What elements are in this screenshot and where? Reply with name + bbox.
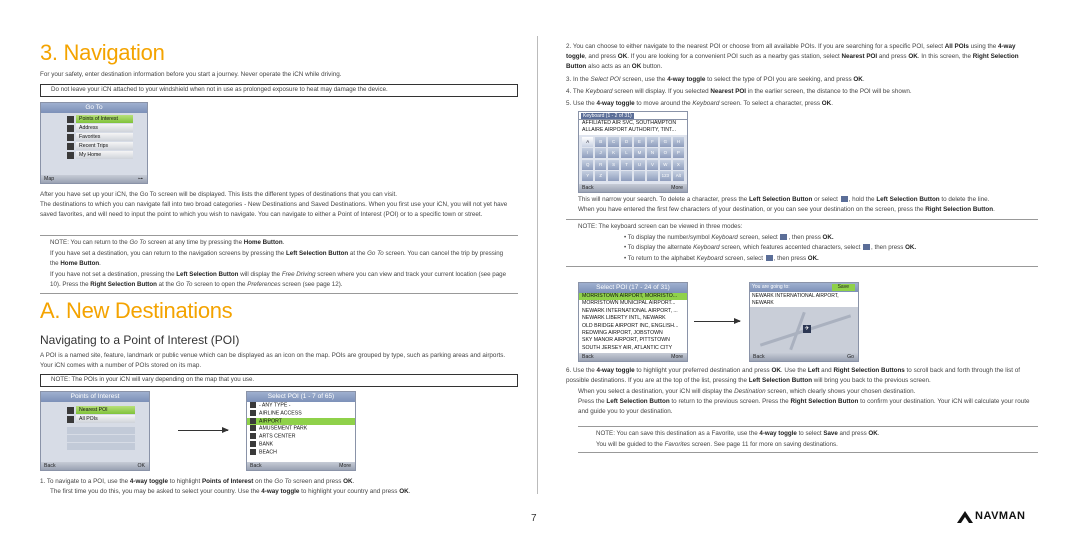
- menu-item[interactable]: [67, 133, 133, 141]
- menu-item-icon: [67, 143, 74, 150]
- back-button[interactable]: Back: [582, 185, 594, 191]
- poi-screen: [40, 391, 150, 471]
- select-poi-title: Select POI (1 - 7 of 65): [247, 392, 355, 402]
- menu-item-icon: [67, 116, 74, 123]
- keyboard-key[interactable]: L: [621, 148, 632, 158]
- keyboard-key[interactable]: A: [582, 137, 593, 147]
- menu-item-icon: [67, 134, 74, 141]
- keyboard-key[interactable]: O: [660, 148, 671, 158]
- ok-button[interactable]: OK: [137, 463, 145, 469]
- list-item[interactable]: [579, 293, 687, 300]
- list-item[interactable]: [247, 433, 355, 441]
- back-button[interactable]: Back: [753, 354, 765, 360]
- menu-item-label: Recent Trips: [76, 142, 133, 150]
- menu-item[interactable]: [67, 142, 133, 150]
- menu-item-icon: [67, 416, 74, 423]
- arrow-right-icon: [694, 321, 740, 322]
- list-item-label: BEACH: [259, 449, 277, 456]
- more-button[interactable]: More: [671, 354, 683, 360]
- keyboard-key[interactable]: Q: [582, 160, 593, 170]
- keyboard-key[interactable]: N: [647, 148, 658, 158]
- keyboard-key[interactable]: E: [634, 137, 645, 147]
- note-favorite: NOTE: You can save this destination as a Favorite, use the 4-way toggle to select Save and press OK. You will be guided to the Favorites screen. See page 11 for more on saving destinations.: [578, 426, 1038, 453]
- keyboard-key[interactable]: D: [621, 137, 632, 147]
- list-item-label: AMUSEMENT PARK: [259, 425, 308, 432]
- alt-keyboard-icon: [863, 244, 870, 250]
- menu-item[interactable]: [67, 115, 133, 123]
- list-item-label: AIRPORT: [259, 417, 282, 424]
- menu-item-label: Address: [76, 124, 133, 132]
- more-button[interactable]: More: [671, 185, 683, 191]
- list-item-label: ARTS CENTER: [259, 433, 296, 440]
- keyboard-key[interactable]: M: [634, 148, 645, 158]
- subsection-title: Navigating to a Point of Interest (POI): [40, 333, 240, 347]
- poi-type-icon: [250, 402, 256, 408]
- list-item-label: NEWARK INTERNATIONAL AIRPORT, ...: [582, 307, 678, 314]
- keyboard-key[interactable]: V: [647, 160, 658, 170]
- back-button[interactable]: Back: [250, 463, 262, 469]
- step-3: 3. In the Select POI screen, use the 4-way toggle to select the type of POI you are seeking, and press OK.: [566, 76, 865, 83]
- navman-logo-icon: [957, 511, 973, 523]
- menu-item-label: Nearest POI: [76, 406, 135, 414]
- list-item-label: AFFILIATED AIR SVC, SOUTHAMPTON: [582, 120, 677, 126]
- list-item[interactable]: [579, 330, 687, 337]
- keyboard-key[interactable]: [608, 171, 619, 181]
- keyboard-key[interactable]: T: [621, 160, 632, 170]
- menu-item-label: My Home: [76, 151, 133, 159]
- note-goto: NOTE: You can return to the Go To screen at any time by pressing the Home Button. If you have set a destination, you can return to the navigation screens by pressing the Left Selection Button at the Go To screen. You can cancel the trip by pressing the Home Button. If you have not set a destination, pressing the Left Selection Button will display the Free Driving screen where you can view and track your current location (see page 10). Press the Right Selection Button at the Go To screen to open the Preferences screen (see page 12).: [40, 235, 518, 294]
- note-keyboard: NOTE: The keyboard screen can be viewed in three modes: • To display the number/symbol Keyboard screen, select , then press OK. • To display the alternate Keyboard screen, which features accented characters, select , then press OK. • To return to the alphabet Keyboard screen, select , then press OK.: [566, 219, 1038, 267]
- keyboard-key[interactable]: H: [673, 137, 684, 147]
- list-item-label: AIRLINE ACCESS: [259, 410, 302, 417]
- brand-name: NAVMAN: [975, 510, 1026, 522]
- go-button[interactable]: Go: [847, 354, 854, 360]
- list-item[interactable]: [247, 418, 355, 426]
- settings-icon[interactable]: ⊶: [137, 176, 143, 182]
- goto-screen-title: Go To: [41, 103, 147, 113]
- destination-name: NEWARK INTERNATIONAL AIRPORT, NEWARK: [750, 292, 858, 307]
- keyboard-key[interactable]: Z: [595, 171, 606, 181]
- keyboard-key[interactable]: R: [595, 160, 606, 170]
- step-6: 6. Use the 4-way toggle to highlight your preferred destination and press OK. Use the Left and Right Selection Buttons to scroll back and forth through the list of possible destinations. If you are at the top of the list, pressing the Left Selection Button will bring you back to the previous screen. When you select a destination, your iCN will display the Destination screen, which clearly shows your chosen destination. Press the Left Selection Button to return to the previous screen. Press the Right Selection Button to confirm your destination. Your iCN will calculate your route and guide you to your destination.: [566, 367, 1030, 415]
- poi-type-icon: [250, 449, 256, 455]
- keyboard-key[interactable]: K: [608, 148, 619, 158]
- goto-screen: [40, 102, 148, 184]
- step-1: 1. To navigate to a POI, use the 4-way toggle to highlight Points of Interest on the Go To screen and press OK. The first time you do this, you may be asked to select your country. Use the 4-way toggle to highlight your country and press OK.: [40, 478, 411, 495]
- delete-key-icon: [841, 196, 848, 202]
- step-4: 4. The Keyboard screen will display. If you selected Nearest POI in the earlier screen, the distance to the POI will be shown.: [566, 88, 912, 95]
- number-keyboard-icon: [780, 234, 787, 240]
- list-item-label: MORRISTOWN AIRPORT, MORRISTO...: [582, 293, 678, 299]
- list-item[interactable]: [579, 337, 687, 344]
- para-narrow: This will narrow your search. To delete a character, press the Left Selection Button or select , hold the Left Selection Button to delete the line. When you have entered the first few characters of your destination, or you can see your destination on the screen, press the Right Selection Button.: [578, 196, 995, 213]
- select-poi-results-title: Select POI (17 - 24 of 31): [579, 283, 687, 293]
- keyboard-key[interactable]: G: [660, 137, 671, 147]
- keyboard-key[interactable]: P: [673, 148, 684, 158]
- para-destinations: The destinations to which you can navigate fall into two broad categories - New Destinations and Saved Destinations. When you first use your iCN, you will not yet have saved favorites, and will need to input the point to which you wish to navigate. You can navigate to either a Point of Interest (POI) or to a specific town or street.: [40, 201, 508, 218]
- list-item[interactable]: [247, 425, 355, 433]
- alphabet-keyboard-icon: [766, 255, 773, 261]
- keyboard-key[interactable]: X: [673, 160, 684, 170]
- list-item[interactable]: [579, 127, 687, 134]
- poi-type-icon: [250, 418, 256, 424]
- list-item-label: ALLAIRE AIRPORT AUTHORITY, TINT...: [582, 127, 676, 134]
- menu-item-label: Points of Interest: [76, 115, 133, 123]
- menu-item[interactable]: [67, 151, 133, 159]
- save-button[interactable]: Save: [832, 284, 855, 291]
- list-item[interactable]: [579, 315, 687, 322]
- list-item[interactable]: [579, 300, 687, 307]
- map-button[interactable]: Map: [44, 176, 55, 182]
- back-button[interactable]: Back: [582, 354, 594, 360]
- list-item-label: REDWING AIRPORT, JOBSTOWN: [582, 330, 663, 337]
- keyboard-key[interactable]: F: [647, 137, 658, 147]
- list-item-label: SOUTH JERSEY AIR, ATLANTIC CITY: [582, 344, 673, 351]
- keyboard-key[interactable]: U: [634, 160, 645, 170]
- keyboard-key[interactable]: [647, 171, 658, 181]
- keyboard-key[interactable]: J: [595, 148, 606, 158]
- list-item[interactable]: [247, 402, 355, 410]
- poi-type-icon: [250, 425, 256, 431]
- list-item[interactable]: [579, 345, 687, 352]
- note-windshield: Do not leave your iCN attached to your windshield when not in use as prolonged exposure to heat may damage the device.: [40, 84, 518, 97]
- keyboard-key[interactable]: C: [608, 137, 619, 147]
- menu-item-label: All POIs: [76, 415, 135, 423]
- poi-type-icon: [250, 441, 256, 447]
- keyboard-input[interactable]: Keyboard (1 - 2 of 31): [579, 112, 687, 120]
- para-poi: A POI is a named site, feature, landmark or public venue which can be displayed as an icon on the map. POIs are grouped by type, such as parking areas and airports. Your iCN comes with a number of POIs stored on its map.: [40, 352, 506, 369]
- destination-screen: [749, 282, 859, 362]
- map-view: [758, 311, 848, 349]
- list-item-label: MORRISTOWN MUNICIPAL AIRPORT...: [582, 300, 676, 307]
- step-2: 2. You can choose to either navigate to the nearest POI or choose from all available POIs. If you are searching for a specific POI, select All POIs using the 4-way toggle, and press OK. If you are looking for a convenient POI such as a nearby gas station, select Nearest POI and press OK. In this screen, the Right Selection Button also acts as an OK button.: [566, 43, 1019, 70]
- menu-item-icon: [67, 125, 74, 132]
- list-item-label: BANK: [259, 441, 274, 448]
- list-item-label: OLD BRIDGE AIRPORT INC, ENGLISH...: [582, 322, 679, 329]
- more-button[interactable]: More: [339, 463, 351, 469]
- list-item[interactable]: [247, 441, 355, 449]
- keyboard-key[interactable]: 123: [660, 171, 671, 181]
- keyboard-key[interactable]: W: [660, 160, 671, 170]
- keyboard-key[interactable]: [634, 171, 645, 181]
- keyboard-key[interactable]: Alt: [673, 171, 684, 181]
- list-item-label: SKY MANOR AIRPORT, PITTSTOWN: [582, 337, 670, 344]
- keyboard-key[interactable]: S: [608, 160, 619, 170]
- list-item[interactable]: [247, 410, 355, 418]
- poi-type-icon: [250, 433, 256, 439]
- select-poi-results-screen: [578, 282, 688, 362]
- poi-screen-title: Points of Interest: [41, 392, 149, 402]
- page-title: 3. Navigation: [40, 40, 165, 65]
- airport-icon: ✈: [804, 326, 810, 332]
- menu-item-icon: [67, 407, 74, 414]
- step-5: 5. Use the 4-way toggle to move around the Keyboard screen. To select a character, press OK.: [566, 100, 833, 107]
- list-item-label: NEWARK LIBERTY INTL, NEWARK: [582, 315, 666, 322]
- list-item[interactable]: [247, 449, 355, 457]
- section-title: A. New Destinations: [40, 298, 233, 323]
- poi-type-icon: [250, 410, 256, 416]
- para-goto: After you have set up your iCN, the Go To screen will be displayed. This lists the different types of destinations that you can visit.: [40, 191, 398, 198]
- menu-item[interactable]: [67, 406, 135, 414]
- keyboard-key[interactable]: I: [582, 148, 593, 158]
- keyboard-screen: [578, 111, 688, 193]
- menu-item[interactable]: [67, 415, 135, 423]
- list-item-label: - ANY TYPE -: [259, 402, 291, 409]
- navman-logo: [957, 509, 1025, 525]
- menu-item-icon: [67, 152, 74, 159]
- list-item[interactable]: [579, 120, 687, 127]
- arrow-right-icon: [178, 430, 228, 431]
- note-pois: NOTE: The POIs in your iCN will vary depending on the map that you use.: [40, 374, 518, 387]
- page-number: 7: [531, 513, 537, 524]
- keyboard-key[interactable]: B: [595, 137, 606, 147]
- going-to-label: You are going to:: [752, 284, 790, 290]
- menu-item[interactable]: [67, 124, 133, 132]
- menu-item-label: Favorites: [76, 133, 133, 141]
- safety-text: For your safety, enter destination information before you start a journey. Never operate the iCN while driving.: [40, 71, 342, 78]
- select-poi-screen: [246, 391, 356, 471]
- list-item[interactable]: [579, 308, 687, 315]
- keyboard-key[interactable]: Y: [582, 171, 593, 181]
- column-divider: [537, 36, 538, 494]
- keyboard-key[interactable]: [621, 171, 632, 181]
- list-item[interactable]: [579, 323, 687, 330]
- back-button[interactable]: Back: [44, 463, 56, 469]
